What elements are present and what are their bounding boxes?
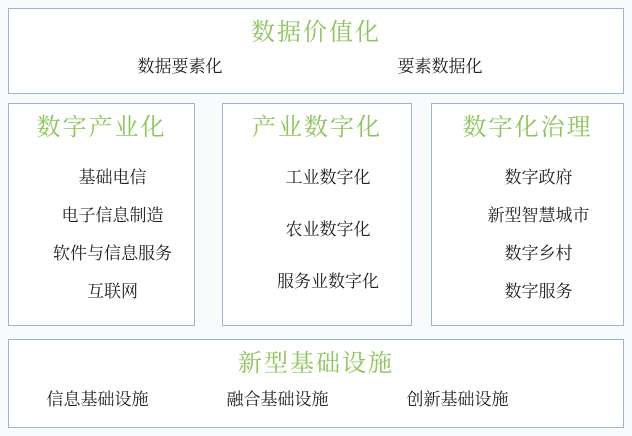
new-infrastructure-item: 融合基础设施 [226, 390, 329, 409]
new-infrastructure-item: 创新基础设施 [406, 390, 509, 409]
data-valuation-items [9, 57, 623, 77]
digital-industrialization-item: 互联网 [87, 282, 138, 301]
digital-governance-item: 新型智慧城市 [487, 206, 590, 225]
new-infrastructure-items [9, 390, 623, 410]
data-valuation-title: 数据价值化 [251, 19, 381, 46]
digital-industrialization-box [8, 103, 195, 326]
data-valuation-item: 数据要素化 [137, 57, 223, 76]
data-valuation-box [8, 8, 624, 94]
digital-governance-item: 数字政府 [504, 168, 573, 187]
data-valuation-item: 要素数据化 [397, 57, 483, 76]
digital-governance-item: 数字服务 [504, 282, 573, 301]
industry-digitalization-title: 产业数字化 [252, 114, 382, 141]
industry-digitalization-box [222, 103, 412, 326]
digital-governance-box [431, 103, 624, 326]
digital-industrialization-title: 数字产业化 [36, 114, 167, 141]
digital-governance-title: 数字化治理 [462, 114, 593, 141]
industry-digitalization-items [223, 168, 411, 292]
digital-industrialization-item: 基础电信 [78, 168, 147, 187]
digital-industrialization-item: 软件与信息服务 [53, 244, 172, 263]
industry-digitalization-item: 服务业数字化 [277, 272, 379, 291]
digital-industrialization-item: 电子信息制造 [61, 206, 164, 225]
industry-digitalization-item: 农业数字化 [285, 220, 371, 239]
new-infrastructure-title: 新型基础设施 [238, 350, 394, 377]
digital-governance-item: 数字乡村 [504, 244, 573, 263]
new-infrastructure-box [8, 339, 624, 428]
industry-digitalization-item: 工业数字化 [285, 168, 371, 187]
digital-governance-items [432, 168, 623, 302]
digital-industrialization-items [9, 168, 194, 302]
new-infrastructure-item: 信息基础设施 [46, 390, 149, 409]
